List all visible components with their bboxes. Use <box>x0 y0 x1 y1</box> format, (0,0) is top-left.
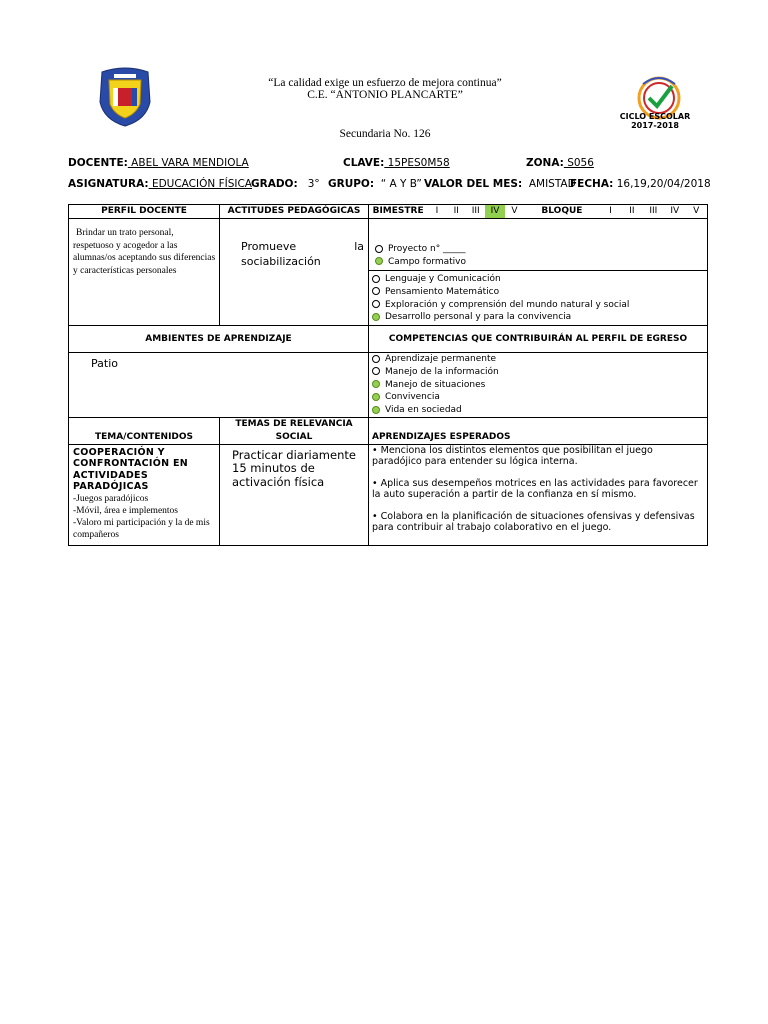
ambientes-cell <box>69 353 369 418</box>
clave-label: CLAVE: <box>343 157 385 169</box>
fecha-value: 16,19,20/04/2018 <box>616 178 711 190</box>
campo-item-3-radio-icon <box>372 300 380 308</box>
campo-line <box>369 256 707 269</box>
bimestre-option-4-selected: IV <box>485 205 504 218</box>
ambientes-header: AMBIENTES DE APRENDIZAJE <box>69 326 369 353</box>
school-crest-logo <box>96 66 154 128</box>
bloque-option-3: III <box>649 206 658 216</box>
fecha-field <box>570 178 711 190</box>
perfil-docente-cell <box>69 219 220 326</box>
tema-item-2: -Móvil, área e implementos <box>73 505 178 516</box>
aprendizaje-item-3: • Colabora en la planificación de situaciones ofensivas y defensivas para contribuir al trabajo colaborativo en el juego. <box>372 510 695 534</box>
competencia-item-2 <box>369 366 707 379</box>
competencia-item-5-radio-icon <box>372 406 380 414</box>
ambientes-text: Patio <box>91 357 118 370</box>
campo-item-3-label: Exploración y comprensión del mundo natural y social <box>385 299 630 310</box>
asignatura-value: EDUCACIÓN FÍSICA <box>148 178 252 190</box>
campo-item-1-label: Lenguaje y Comunicación <box>385 274 501 284</box>
campo-radio-icon <box>375 257 383 265</box>
campo-item-4-radio-icon <box>372 313 380 321</box>
aprendizajes-header: APRENDIZAJES ESPERADOS <box>369 417 708 444</box>
bimestre-bloque-header <box>369 205 708 219</box>
bimestre-bloque-grid <box>369 205 707 218</box>
bloque-label: BLOQUE <box>541 206 583 216</box>
asignatura-field <box>68 178 252 190</box>
ciclo-escolar-text <box>610 112 700 130</box>
bimestre-label: BIMESTRE <box>372 206 424 216</box>
grado-field <box>251 178 320 190</box>
header-block <box>190 77 580 101</box>
campo-item-1 <box>369 273 707 286</box>
actitudes-header: ACTITUDES PEDAGÓGICAS <box>220 205 369 219</box>
bloque-option-2: II <box>629 206 635 216</box>
clave-value: 15PES0M58 <box>384 157 450 169</box>
competencia-item-1 <box>369 353 707 366</box>
ciclo-label: CICLO ESCOLAR <box>619 112 691 121</box>
bloque-option-1: I <box>609 206 612 216</box>
docente-value: ABEL VARA MENDIOLA <box>127 157 249 169</box>
bimestre-option-2: II <box>453 206 459 216</box>
campo-label: Campo formativo <box>388 256 467 267</box>
competencia-item-5 <box>369 404 707 417</box>
clave-field <box>343 157 450 169</box>
competencia-item-3 <box>369 379 707 392</box>
competencia-item-4-label: Convivencia <box>385 392 440 403</box>
grado-value: 3° <box>307 178 320 190</box>
tema-item-1: -Juegos paradójicos <box>73 493 149 504</box>
school-name: C.E. “ANTONIO PLANCARTE” <box>307 89 463 101</box>
actitudes-word-2: la <box>354 240 364 253</box>
zona-field <box>526 157 594 169</box>
proyecto-label: Proyecto n° _____ <box>388 244 466 254</box>
bimestre-option-1: I <box>435 206 439 216</box>
campo-item-2 <box>369 286 707 299</box>
campo-item-2-label: Pensamiento Matemático <box>385 286 500 297</box>
bimestre-option-3: III <box>471 206 480 216</box>
aprendizaje-item-2: • Aplica sus desempeños motrices en las actividades para favorecer la auto superación a partir de la confianza en sí mismo. <box>372 477 698 501</box>
aprendizaje-item-1: • Menciona los distintos elementos que posibilitan el juego paradójico para entender su lógica interna. <box>372 444 653 468</box>
grupo-value: “ A Y B” <box>380 178 422 190</box>
actitudes-line-1 <box>241 239 364 254</box>
aprendizajes-cell <box>369 444 708 545</box>
competencia-item-3-label: Manejo de situaciones <box>385 379 486 390</box>
planning-table <box>68 204 708 546</box>
zona-label: ZONA: <box>526 157 564 169</box>
perfil-docente-text: Brindar un trato personal, respetuoso y acogedor a las alumnas/os aceptando sus diferencias y características personales <box>73 228 216 276</box>
grupo-label: GRUPO: <box>328 178 375 190</box>
grupo-field <box>328 178 422 190</box>
campo-item-3 <box>369 299 707 312</box>
competencia-item-2-radio-icon <box>372 367 380 375</box>
tema-item-3: -Valoro mi participación y la de mis compañeros <box>73 517 210 540</box>
competencia-item-1-label: Aprendizaje permanente <box>385 354 497 364</box>
motto: “La calidad exige un esfuerzo de mejora continua” <box>268 77 502 89</box>
competencia-item-4-radio-icon <box>372 393 380 401</box>
relevancia-header: TEMAS DE RELEVANCIA SOCIAL <box>220 417 369 444</box>
proyecto-radio-icon <box>375 245 383 253</box>
competencia-item-4 <box>369 391 707 404</box>
secundaria-number: Secundaria No. 126 <box>339 128 431 140</box>
relevancia-cell <box>220 444 369 545</box>
campo-item-4 <box>369 311 707 324</box>
relevancia-text: Practicar diariamente 15 minutos de activación física <box>232 447 356 489</box>
competencia-item-1-radio-icon <box>372 355 380 363</box>
proyecto-block <box>369 219 707 271</box>
tema-header: TEMA/CONTENIDOS <box>69 417 220 444</box>
bloque-option-4: IV <box>670 206 680 216</box>
grado-label: GRADO: <box>251 178 298 190</box>
ciclo-years: 2017-2018 <box>631 121 679 130</box>
campo-item-1-radio-icon <box>372 275 380 283</box>
valor-value: AMISTAD <box>528 178 576 190</box>
valor-field <box>424 178 576 190</box>
proyecto-campos-cell <box>369 219 708 326</box>
competencia-item-2-label: Manejo de la información <box>385 366 499 377</box>
bloque-option-5: V <box>693 206 700 216</box>
actitudes-cell <box>220 219 369 326</box>
bimestre-option-5: V <box>511 206 518 216</box>
actitudes-line-2: sociabilización <box>241 255 321 268</box>
tema-title: COOPERACIÓN Y CONFRONTACIÓN EN ACTIVIDADES PARADÓJICAS <box>73 446 189 493</box>
actitudes-word-1: Promueve <box>241 240 297 253</box>
valor-label: VALOR DEL MES: <box>424 178 523 190</box>
docente-field <box>68 157 249 169</box>
fecha-label: FECHA: <box>570 178 614 190</box>
campo-item-2-radio-icon <box>372 287 380 295</box>
docente-label: DOCENTE: <box>68 157 128 169</box>
asignatura-label: ASIGNATURA: <box>68 178 149 190</box>
zona-value: S056 <box>563 157 594 169</box>
competencia-item-3-radio-icon <box>372 380 380 388</box>
campo-item-4-label: Desarrollo personal y para la convivencia <box>385 312 572 323</box>
competencias-cell <box>369 353 708 418</box>
competencia-item-5-label: Vida en sociedad <box>385 405 462 416</box>
competencias-header: COMPETENCIAS QUE CONTRIBUIRÁN AL PERFIL DE EGRESO <box>369 326 708 353</box>
tema-cell <box>69 444 220 545</box>
proyecto-line <box>369 243 707 256</box>
campos-list <box>369 271 707 324</box>
perfil-docente-header: PERFIL DOCENTE <box>69 205 220 219</box>
